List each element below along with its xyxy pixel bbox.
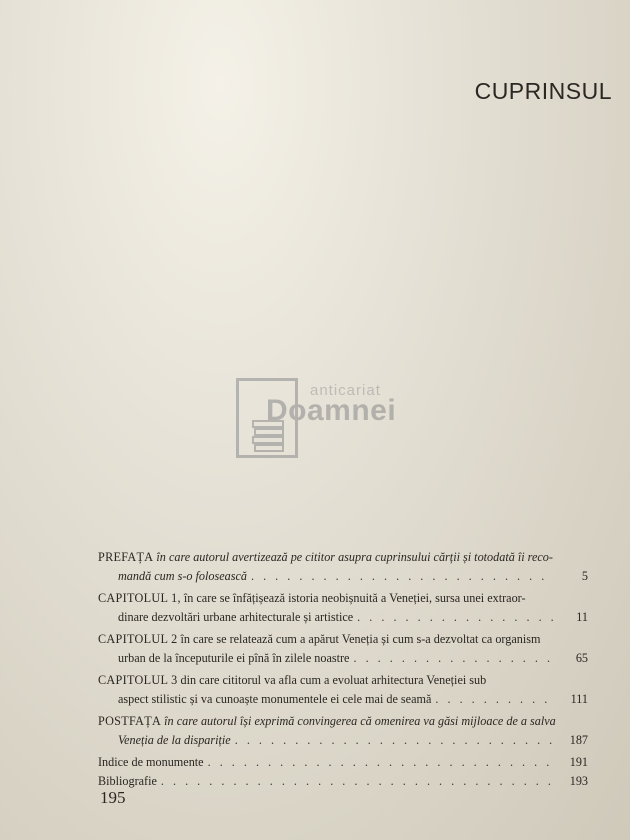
toc-label: Bibliografie xyxy=(98,774,157,788)
toc-entry-prefata[interactable] xyxy=(98,548,588,586)
toc-page-number: 11 xyxy=(576,610,588,624)
toc-label: PREFAȚA xyxy=(98,550,154,564)
toc-label: CAPITOLUL 3 xyxy=(98,673,178,687)
toc-description: în care autorul își exprimă convingerea că omenirea va găsi mijloace de a salva xyxy=(164,714,556,728)
watermark-big-text: Doamnei xyxy=(266,394,397,427)
toc-description: în care se relatează cum a apărut Veneția și cum s-a dezvoltat ca organism xyxy=(180,632,541,646)
toc-leader-dots xyxy=(161,772,554,791)
toc-label: POSTFAȚA xyxy=(98,714,162,728)
page-number: 195 xyxy=(100,788,126,807)
toc-description-cont: mandă cum s-o folosească xyxy=(118,569,247,583)
toc-page-number: 5 xyxy=(581,569,588,583)
toc-entry-capitolul-1[interactable] xyxy=(98,589,588,627)
toc-description-cont: aspect stilistic și va cunoaște monumentele ei cele mai de seamă xyxy=(118,692,432,706)
toc-page-number: 193 xyxy=(569,774,588,788)
watermark-small-text: anticariat xyxy=(310,382,381,399)
toc-entry-postfata[interactable] xyxy=(98,712,588,750)
table-of-contents xyxy=(98,548,588,791)
toc-leader-dots xyxy=(251,567,554,586)
toc-leader-dots xyxy=(235,731,554,750)
toc-description-cont: Veneția de la dispariție xyxy=(118,733,231,747)
toc-page-number: 111 xyxy=(570,692,588,706)
toc-page-number: 187 xyxy=(569,733,588,747)
toc-leader-dots xyxy=(435,690,554,709)
toc-description: în care se înfățișează istoria neobișnuită a Veneției, sursa unei extraor- xyxy=(183,591,526,605)
toc-label: CAPITOLUL 2 xyxy=(98,632,178,646)
toc-description-cont: urban de la începuturile ei pînă în zilele noastre xyxy=(118,651,350,665)
toc-leader-dots xyxy=(357,608,554,627)
toc-entry-capitolul-3[interactable] xyxy=(98,671,588,709)
toc-entry-bibliografie[interactable] xyxy=(98,772,588,791)
watermark-logo xyxy=(236,378,396,460)
toc-label: Indice de monumente xyxy=(98,755,204,769)
toc-leader-dots xyxy=(208,753,554,772)
toc-description: din care cititorul va afla cum a evoluat arhitectura Veneției sub xyxy=(180,673,487,687)
toc-page-number: 191 xyxy=(569,755,588,769)
toc-entry-indice[interactable] xyxy=(98,753,588,772)
toc-label: CAPITOLUL 1, xyxy=(98,591,181,605)
toc-entry-capitolul-2[interactable] xyxy=(98,630,588,668)
toc-description: în care autorul avertizează pe cititor asupra cuprinsului cărții și totodată îi reco- xyxy=(156,550,553,564)
toc-leader-dots xyxy=(353,649,554,668)
page-title: CUPRINSUL xyxy=(474,78,612,104)
toc-page-number: 65 xyxy=(575,651,588,665)
toc-description-cont: dinare dezvoltări urbane arhitecturale și artistice xyxy=(118,610,354,624)
